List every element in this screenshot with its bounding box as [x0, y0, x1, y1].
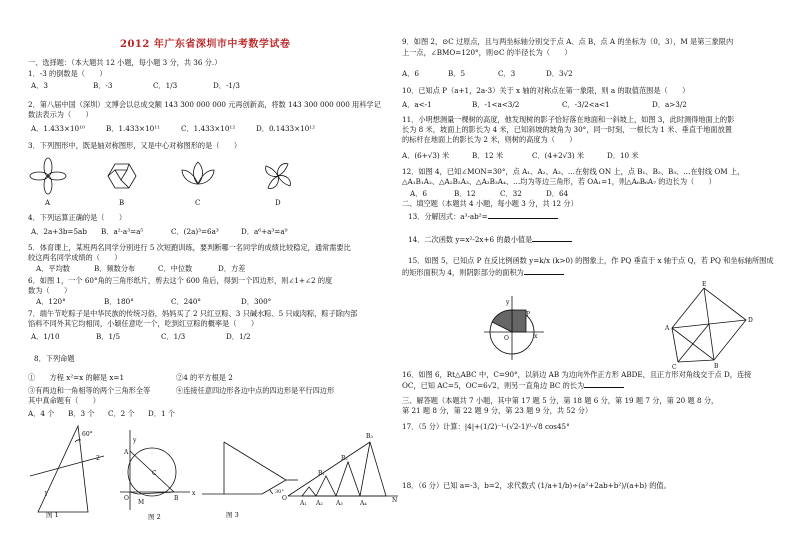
q6-option-d: D．300° [241, 297, 272, 306]
svg-text:A₂: A₂ [316, 500, 323, 507]
q6-option-c: C．240° [171, 297, 201, 306]
figure-4-triangles-icon [288, 442, 398, 496]
q2-option-a: A．1.433×10¹⁰ [31, 124, 85, 133]
q2-option-d: D．0.1433×10¹² [256, 124, 316, 133]
q4-option-c: C．(2a)³=6a³ [171, 227, 219, 236]
figure-5-circle-axes-icon [482, 292, 562, 364]
q15-line1: 15．如图 5，已知点 P 在反比例函数 y=k/x (k>0) 的图象上，作 PQ 垂直于 x 轴于点 Q，若 PQ 和坐标轴所围成 [408, 256, 774, 265]
q7-stem-line1: 7．端午节吃粽子是中华民族的传统习俗，妈妈买了 2 只红豆粽、3 只碱水粽、5 只咸肉粽，粽子除内部 [28, 309, 358, 318]
q8-item-3: ③有两边和一角相等的两个三角形全等 [28, 386, 151, 395]
q3-label-b: B [119, 199, 125, 207]
q12-option-a: A．6 [410, 189, 427, 198]
q13 [408, 212, 558, 221]
q9-option-c: C．3 [498, 69, 516, 78]
q12-option-c: C．32 [500, 189, 522, 198]
q15-answer-blank[interactable] [524, 268, 564, 275]
svg-text:O: O [124, 495, 129, 502]
q3-label-c: C [195, 199, 201, 207]
q11-option-d: D．10 米 [607, 151, 639, 160]
q3-figure-d-pinwheel-icon [266, 164, 291, 189]
q14 [408, 235, 572, 244]
figures-row [26, 420, 398, 521]
q8-option-c: C．2 个 [108, 409, 135, 418]
q17: 17．（5 分）计算：|4|+(1/2)⁻¹-(√2-1)⁰-√8 cos45° [402, 422, 570, 431]
q5-stem-line2: 较这两名同学成绩的（ ） [28, 253, 122, 262]
q4-stem: 4．下列运算正确的是（ ） [28, 213, 127, 222]
svg-text:C: C [152, 470, 157, 477]
q10-option-d: D．a>3/2 [652, 100, 687, 109]
q3-figure-c-lotus-icon [182, 162, 214, 184]
q8-option-d: D．1 个 [148, 409, 175, 418]
section-fill-heading: 二、填空题（本题共 4 小题，每小题 3 分，共 12 分） [402, 199, 578, 208]
q12-line1: 12．如图 4，已知∠MON=30°，点 A₁、A₂、A₃、…在射线 ON 上，点 B₁、B₂、B₃、…在射线 OM 上， [402, 167, 745, 176]
svg-text:x: x [192, 490, 196, 497]
svg-text:30°: 30° [275, 489, 284, 495]
q5-option-a: A．平均数 [36, 264, 70, 273]
q1-stem: 1．-3 的倒数是（ ） [28, 69, 107, 78]
q5-option-d: D．方差 [218, 264, 246, 273]
q6-stem-line2: 数为（ ） [28, 286, 72, 295]
svg-text:A₃: A₃ [336, 500, 343, 507]
q4-option-b: B．a²·a³=a⁵ [101, 227, 144, 236]
figure-3-caption: 图 3 [226, 511, 239, 519]
svg-text:C: C [672, 364, 677, 371]
q7-option-c: C．1/3 [161, 332, 186, 341]
svg-text:x: x [534, 333, 538, 340]
q12-line2: △A₁B₁A₂、△A₂B₂A₃、△A₃B₃A₄、…均为等边三角形，若 OA₁=1，则△A₆B₆A₇ 的边长为（ ） [402, 177, 716, 186]
svg-text:60°: 60° [82, 431, 93, 438]
q11-line2: 长为 8 米，坡面上的影长为 4 米，已知斜坡的坡角为 30°，同一时刻，一根长为 1 米、垂直于地面放置 [402, 125, 732, 134]
q5-stem-line1: 5．体育课上，某班两名同学分别进行 5 次短跑训练，要判断哪一名同学的成绩比较稳定，通常需要比 [28, 243, 351, 252]
q16-line2-text: OC，已知 AC=5，OC=6√2，则另一直角边 BC 的长为 [402, 381, 585, 390]
svg-text:E: E [702, 281, 707, 288]
q8-option-a: A．4 个 [28, 409, 55, 418]
q5-option-b: B．频数分布 [94, 264, 136, 273]
q12-option-d: D．64 [546, 189, 569, 198]
figure-6-square-triangle-icon [662, 280, 752, 370]
svg-text:y: y [133, 437, 137, 444]
figure-3-tree-slope-icon [202, 442, 298, 494]
q10-option-a: A．a<-1 [402, 100, 432, 109]
q3-figure-a-flower-icon [30, 158, 66, 194]
q14-text: 14．二次函数 y=x²-2x+6 的最小值是 [408, 235, 533, 244]
section-solve-heading: 三、解答题（本题共 7 小题，其中第 17 题 5 分，第 18 题 6 分，第 19 题 7 分，第 20 题 8 分， [402, 396, 719, 405]
q7-option-d: D．1/2 [226, 332, 251, 341]
q3-figures [26, 152, 306, 208]
svg-text:A₄: A₄ [360, 500, 367, 507]
figure-2-caption: 图 2 [148, 513, 161, 521]
q6-option-a: A．120° [36, 297, 66, 306]
q18: 18．（6 分）已知 a=-3，b=2，求代数式 (1/a+1/b)÷(a²+2ab+b²)/(a+b) 的值。 [402, 481, 671, 490]
q8-option-b: B．3 个 [68, 409, 95, 418]
q16-line1: 16．如图 6，Rt△ABC 中，C=90°，以斜边 AB 为边向外作正方形 ABDE，且正方形对角线交于点 D，连接 [402, 370, 752, 379]
q3-figure-b-hexagon-icon [108, 164, 136, 188]
q7-option-a: A．1/10 [31, 332, 60, 341]
q3-label-d: D [275, 199, 281, 207]
q8-item-1: ① 方程 x²=x 的解是 x=1 [28, 373, 125, 382]
q1-option-b: B．-3 [93, 81, 113, 90]
q9-stem-line1: 9．如图 2，⊙C 过原点，且与两坐标轴分别交于点 A、点 B，点 A 的坐标为（0，3），M 是第三象限内 [402, 37, 734, 46]
svg-text:1: 1 [44, 491, 48, 498]
q11-line1: 11．小明想测量一棵树的高度，他发现树的影子恰好落在地面和一斜坡上，如图 3，此时测得地面上的影 [402, 115, 735, 124]
svg-text:A₁: A₁ [300, 500, 307, 507]
q11-option-b: B．12 米 [472, 151, 504, 160]
q13-answer-blank[interactable] [488, 212, 558, 219]
q16-line2 [402, 381, 624, 390]
svg-text:B: B [714, 363, 719, 370]
q16-answer-blank[interactable] [584, 381, 624, 388]
q11-option-a: A．(6+√3) 米 [402, 151, 450, 160]
q9-option-d: D．3√2 [546, 69, 573, 78]
q1-option-a: A．3 [31, 81, 48, 90]
svg-text:2: 2 [96, 455, 100, 462]
q9-option-a: A．6 [402, 69, 419, 78]
q1-option-d: D．-1/3 [213, 81, 240, 90]
section-choice-heading: 一、选择题：（本大题共 12 小题，每小题 3 分，共 36 分.） [28, 58, 222, 67]
svg-text:P: P [526, 311, 531, 318]
q4-option-d: D．a⁶+a³=a⁹ [241, 227, 288, 236]
q10-stem: 10．已知点 P（a+1，2a-3）关于 x 轴的对称点在第一象限，则 a 的取值范围是（ ） [402, 86, 690, 95]
q2-stem-line1: 2．第八届中国（深圳）文博会以总成交额 143 300 000 000 元再创新高，将数 143 300 000 000 用科学记 [28, 100, 381, 109]
svg-text:D: D [748, 317, 753, 324]
q9-stem-line2: 上一点，∠BMO=120°，则⊙C 的半径长为（ ） [402, 48, 572, 57]
q8-item-2: ②4 的平方根是 2 [176, 373, 233, 382]
q11-line3: 的标杆在地面上的影长为 2 米，则树的高度为（ ） [402, 135, 577, 144]
q6-option-b: B．180° [104, 297, 134, 306]
svg-text:O: O [504, 335, 509, 342]
svg-text:B: B [174, 495, 179, 502]
q3-stem: 3．下列图形中，既是轴对称图形，又是中心对称图形的是（ ） [28, 141, 242, 150]
q7-option-b: B．1/5 [96, 332, 121, 341]
q5-option-c: C．中位数 [158, 264, 193, 273]
svg-text:A: A [665, 325, 670, 332]
q7-stem-line2: 馅料不同外其它均相同，小颖任意吃一个，吃到红豆粽的概率是（ ） [28, 319, 259, 328]
q10-option-c: C．-3/2<a<1 [562, 100, 610, 109]
page-title: 2012 年广东省深圳市中考数学试卷 [120, 39, 291, 50]
figure-1-triangle-icon [30, 426, 104, 512]
q8-tail: 其中真命题有（ ） [28, 396, 100, 405]
svg-text:M: M [138, 499, 145, 506]
q6-stem-line1: 6．如图 1，一个 60°角的三角形纸片，剪去这个 600 角后，得到一个四边形，则∠1+∠2 的度 [28, 276, 333, 285]
section-solve-heading-2: 第 21 题 8 分，第 22 题 9 分，第 23 题 9 分，共 52 分） [402, 406, 593, 415]
q3-label-a: A [45, 199, 51, 207]
left-column [26, 0, 398, 558]
svg-text:N: N [392, 497, 398, 504]
q10-option-b: B．-1<a<3/2 [472, 100, 520, 109]
q15-line2-text: 的矩形面积为 4，则阴影部分的面积为 [402, 268, 524, 277]
right-column [400, 0, 786, 558]
q12-option-b: B．12 [454, 189, 476, 198]
svg-text:y: y [506, 299, 510, 306]
q13-text: 13．分解因式：a³-ab²= [408, 212, 488, 221]
svg-text:B₃: B₃ [366, 433, 373, 440]
q4-option-a: A．2a+3b=5ab [31, 227, 87, 236]
q1-option-c: C．1/3 [153, 81, 178, 90]
svg-text:O: O [282, 495, 287, 502]
svg-text:A: A [124, 449, 129, 456]
q8-item-4: ④连接任意四边形各边中点的四边形是平行四边形 [176, 386, 335, 395]
q8-stem: 8．下列命题 [34, 354, 75, 363]
q2-option-c: C．1.433×10¹² [181, 124, 236, 133]
q11-option-c: C．(4+2√3) 米 [532, 151, 585, 160]
q2-stem-line2: 数法表示为（ ） [28, 110, 93, 119]
q9-option-b: B．5 [448, 69, 466, 78]
svg-text:B₁: B₁ [318, 470, 325, 477]
q2-option-b: B．1.433×10¹¹ [106, 124, 160, 133]
svg-text:B₂: B₂ [341, 455, 348, 462]
q14-answer-blank[interactable] [532, 235, 572, 242]
figure-1-caption: 图 1 [46, 511, 59, 519]
q15-line2 [402, 268, 564, 277]
